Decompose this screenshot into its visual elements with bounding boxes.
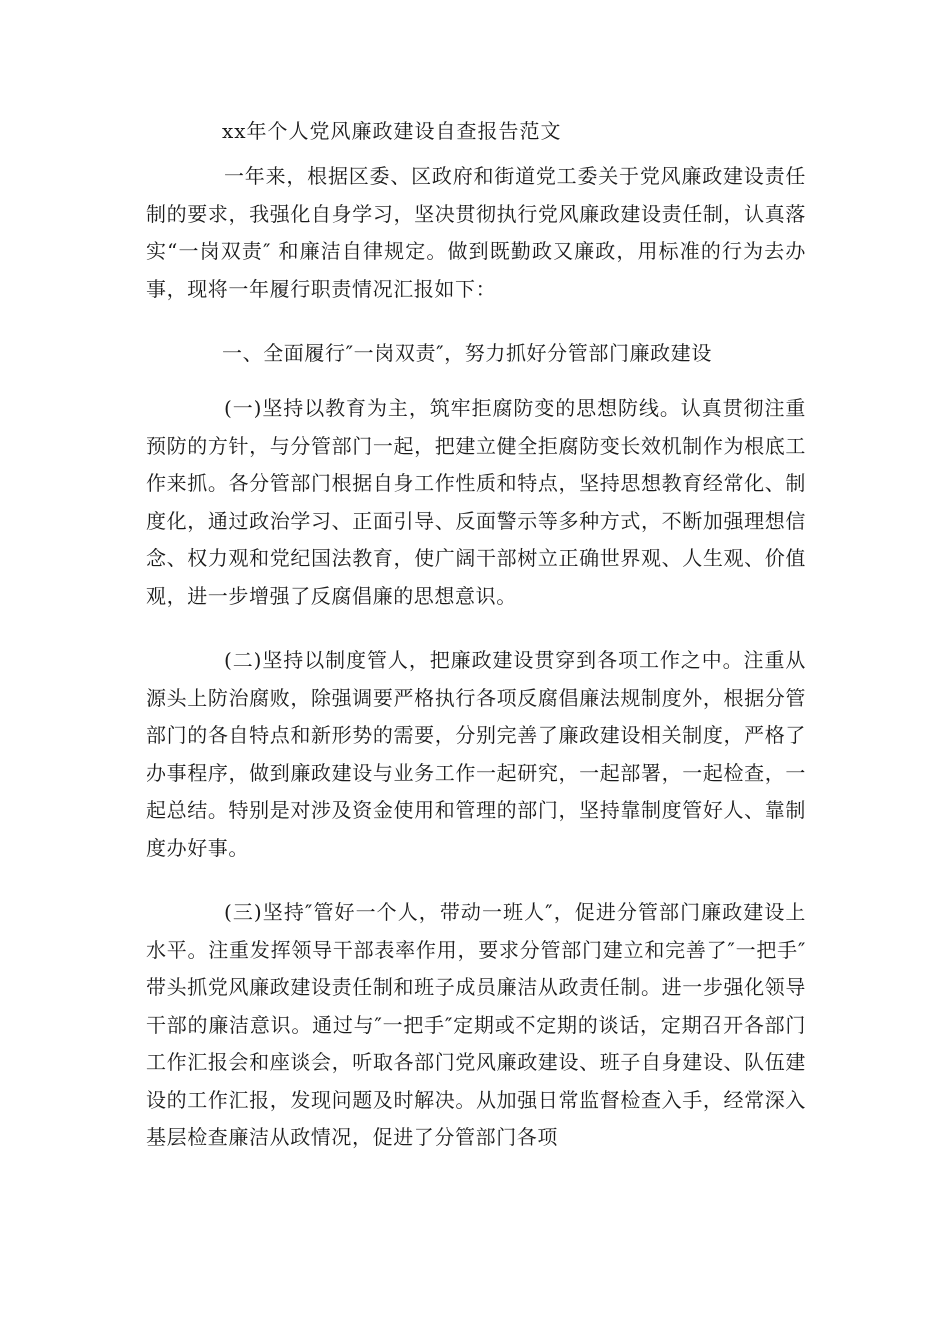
item-1-paragraph: (一)坚持以教育为主，筑牢拒腐防变的思想防线。认真贯彻注重预防的方针，与分管部门一起，把建立健全拒腐防变长效机制作为根底工作来抓。各分管部门根据自身工作性质和特点，坚持思想教育经常化、制度化，通过政治学习、正面引导、反面警示等多种方式，不断加强理想信念、权力观和党纪国法教育，使广阔干部树立正确世界观、人生观、价值观，进一步增强了反腐倡廉的思想意识。	[146, 396, 806, 608]
item-2-paragraph: (二)坚持以制度管人，把廉政建设贯穿到各项工作之中。注重从源头上防治腐败，除强调要严格执行各项反腐倡廉法规制度外，根据分管部门的各自特点和新形势的需要，分别完善了廉政建设相关制度，严格了办事程序，做到廉政建设与业务工作一起研究，一起部署，一起检查，一起总结。特别是对涉及资金使用和管理的部门，坚持靠制度管好人、靠制度办好事。	[146, 648, 806, 860]
document-title: xx年个人党风廉政建设自查报告范文	[222, 119, 562, 143]
section-1-heading: 一、全面履行″一岗双责″，努力抓好分管部门廉政建设	[222, 341, 712, 365]
intro-paragraph: 一年来，根据区委、区政府和街道党工委关于党风廉政建设责任制的要求，我强化自身学习，坚决贯彻执行党风廉政建设责任制，认真落实“一岗双责″ 和廉洁自律规定。做到既勤政又廉政，用标准的行为去办事，现将一年履行职责情况汇报如下：	[146, 164, 806, 301]
item-3-paragraph: (三)坚持″管好一个人，带动一班人″，促进分管部门廉政建设上水平。注重发挥领导干部表率作用，要求分管部门建立和完善了″一把手″带头抓党风廉政建设责任制和班子成员廉洁从政责任制。进一步强化领导干部的廉洁意识。通过与″一把手″定期或不定期的谈话，定期召开各部门工作汇报会和座谈会，听取各部门党风廉政建设、班子自身建设、队伍建设的工作汇报，发现问题及时解决。从加强日常监督检查入手，经常深入基层检查廉洁从政情况，促进了分管部门各项	[146, 900, 806, 1149]
